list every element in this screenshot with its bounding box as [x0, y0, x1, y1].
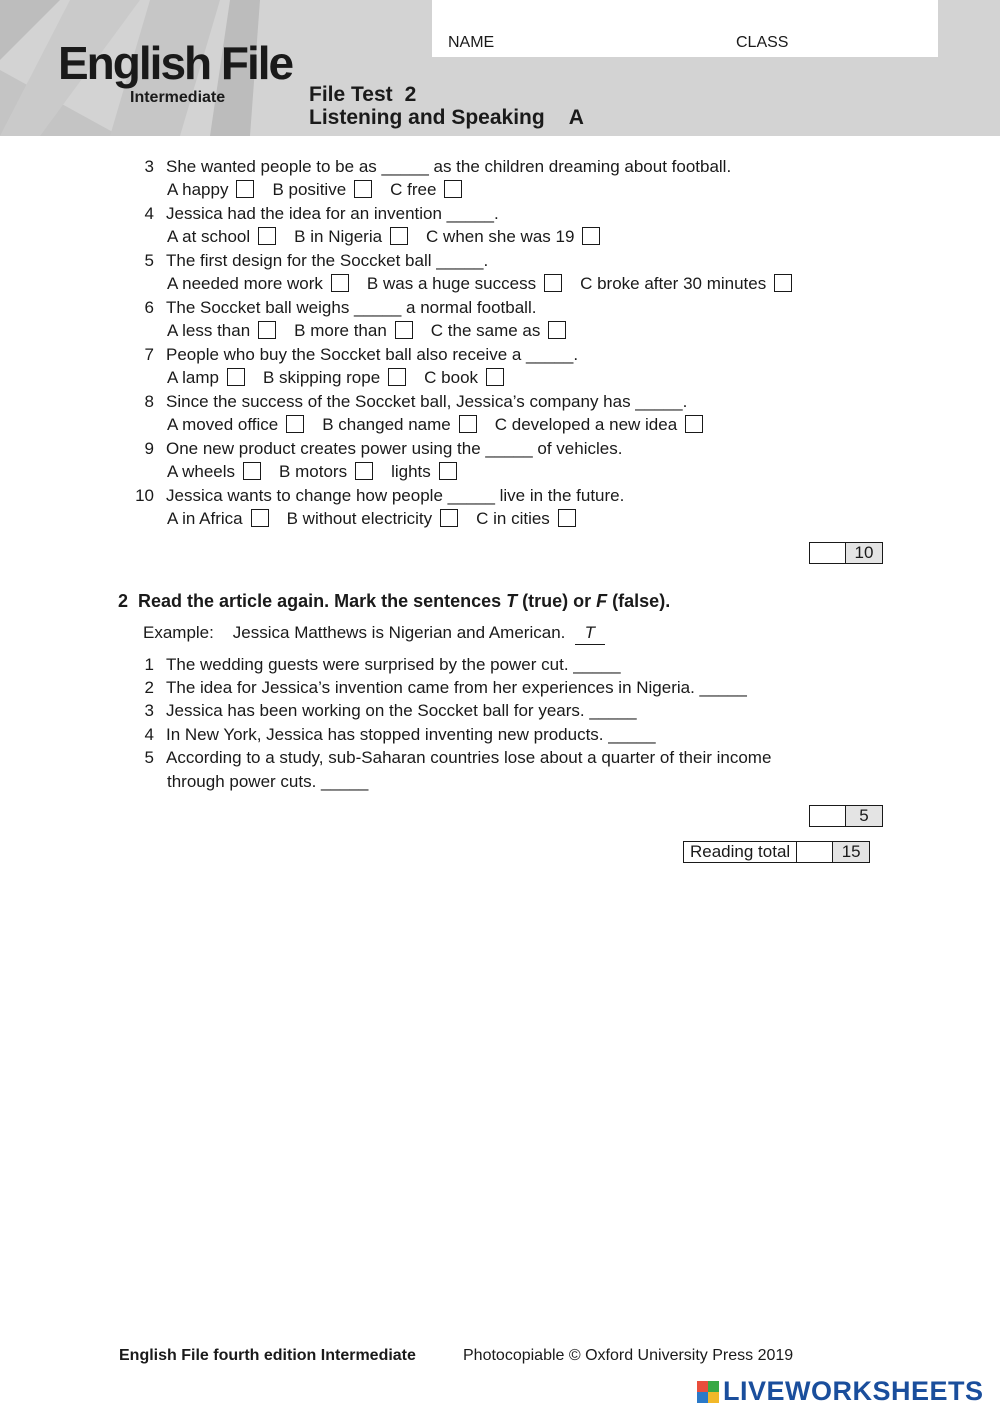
option-label: C when she was 19	[426, 227, 575, 246]
answer-checkbox[interactable]	[544, 274, 562, 292]
option-label: C in cities	[476, 509, 550, 528]
answer-checkbox[interactable]	[236, 180, 254, 198]
example-text: Jessica Matthews is Nigerian and American.	[232, 623, 566, 642]
option-label: C free	[390, 180, 437, 199]
liveworksheets-logo-icon	[697, 1381, 719, 1403]
answer-checkbox[interactable]	[388, 368, 406, 386]
answer-checkbox[interactable]	[459, 415, 477, 433]
answer-checkbox[interactable]	[439, 462, 457, 480]
option-row	[167, 461, 475, 483]
option-label: C book	[424, 368, 479, 387]
question-stem	[132, 297, 536, 319]
reading-total-label: Reading total	[683, 841, 796, 863]
reading-total-input[interactable]	[796, 841, 833, 863]
answer-checkbox[interactable]	[582, 227, 600, 245]
section2-score-input[interactable]	[809, 805, 846, 827]
logo-title: English File	[58, 37, 293, 89]
question-number: 9	[144, 439, 154, 458]
example-answer: T	[575, 622, 605, 645]
example-line	[143, 622, 605, 645]
statement-number: 2	[144, 678, 154, 697]
question-stem	[132, 485, 624, 507]
option-label: A in Africa	[167, 509, 243, 528]
answer-checkbox[interactable]	[486, 368, 504, 386]
test-subtitle	[309, 106, 584, 130]
option-label: C broke after 30 minutes	[580, 274, 767, 293]
question-text: She wanted people to be as _____ as the children dreaming about football.	[166, 157, 732, 176]
option-row	[167, 320, 584, 342]
option-label: B was a huge success	[366, 274, 537, 293]
option-row	[167, 367, 522, 389]
answer-checkbox[interactable]	[243, 462, 261, 480]
answer-checkbox[interactable]	[286, 415, 304, 433]
question-number: 5	[144, 251, 154, 270]
section2-score-max: 5	[846, 805, 883, 827]
section2-heading-text: Read the article again. Mark the sentences	[138, 591, 507, 611]
option-label: B skipping rope	[262, 368, 381, 387]
answer-checkbox[interactable]	[548, 321, 566, 339]
question-text: Jessica had the idea for an invention _____.	[166, 204, 499, 223]
question-number: 10	[135, 486, 154, 505]
footer-edition: English File fourth edition Intermediate	[119, 1347, 416, 1364]
answer-checkbox[interactable]	[390, 227, 408, 245]
question-number: 3	[144, 157, 154, 176]
statement-number: 5	[144, 748, 154, 767]
footer-copyright: Photocopiable © Oxford University Press 2019	[463, 1347, 794, 1364]
option-label: B positive	[272, 180, 347, 199]
option-row	[167, 414, 721, 436]
option-label: A wheels	[167, 462, 236, 481]
option-label: A happy	[167, 180, 229, 199]
question-text: People who buy the Soccket ball also receive a _____.	[166, 345, 579, 364]
question-number: 8	[144, 392, 154, 411]
answer-checkbox[interactable]	[251, 509, 269, 527]
option-label: B without electricity	[286, 509, 433, 528]
option-label: C developed a new idea	[494, 415, 678, 434]
option-row	[167, 179, 480, 201]
option-label: A needed more work	[167, 274, 323, 293]
option-label: B in Nigeria	[294, 227, 383, 246]
option-label: A at school	[167, 227, 251, 246]
test-title-text: File Test	[309, 83, 393, 106]
reading-total-box	[683, 841, 870, 863]
option-row	[167, 273, 810, 295]
section2-heading-post: (false).	[607, 591, 671, 611]
liveworksheets-wordmark: LIVEWORKSHEETS	[723, 1376, 984, 1406]
true-letter: T	[506, 591, 518, 611]
false-letter: F	[596, 591, 608, 611]
answer-checkbox[interactable]	[444, 180, 462, 198]
statement-item	[132, 677, 747, 699]
question-number: 4	[144, 204, 154, 223]
statement-text[interactable]: According to a study, sub-Saharan countries lose about a quarter of their income	[166, 748, 772, 767]
section1-score-max: 10	[846, 542, 883, 564]
liveworksheets-brand	[697, 1376, 984, 1407]
section1-score-input[interactable]	[809, 542, 846, 564]
option-label: B more than	[294, 321, 387, 340]
option-label: A less than	[167, 321, 251, 340]
statement-item	[132, 654, 621, 676]
name-class-box	[432, 0, 938, 57]
test-version: A	[568, 106, 584, 129]
option-label: B changed name	[322, 415, 451, 434]
answer-checkbox[interactable]	[355, 462, 373, 480]
question-text: The first design for the Soccket ball _____.	[166, 251, 489, 270]
option-label: A moved office	[167, 415, 279, 434]
option-label: C the same as	[430, 321, 541, 340]
statement-text[interactable]: The wedding guests were surprised by the power cut. _____	[166, 655, 621, 674]
statement-item	[132, 700, 637, 722]
logo-subtitle: Intermediate	[130, 89, 226, 106]
example-label: Example:	[143, 623, 214, 642]
question-stem	[132, 250, 488, 272]
answer-checkbox[interactable]	[258, 227, 276, 245]
section2-score-box	[809, 805, 883, 827]
answer-checkbox[interactable]	[354, 180, 372, 198]
question-number: 7	[144, 345, 154, 364]
name-label: NAME	[448, 34, 495, 51]
statement-text-continued[interactable]: through power cuts. _____	[167, 772, 369, 791]
statement-text[interactable]: The idea for Jessica’s invention came from her experiences in Nigeria. _____	[166, 678, 747, 697]
question-stem	[132, 203, 499, 225]
question-text: The Soccket ball weighs _____ a normal football.	[166, 298, 537, 317]
option-label: A lamp	[167, 368, 219, 387]
option-row	[167, 226, 618, 248]
answer-checkbox[interactable]	[227, 368, 245, 386]
question-text: One new product creates power using the _____ of vehicles.	[166, 439, 623, 458]
answer-checkbox[interactable]	[331, 274, 349, 292]
class-label: CLASS	[736, 34, 789, 51]
answer-checkbox[interactable]	[558, 509, 576, 527]
question-stem	[132, 344, 578, 366]
statement-text[interactable]: Jessica has been working on the Soccket ball for years. _____	[166, 701, 637, 720]
page-header	[0, 0, 1000, 136]
statement-number: 3	[144, 701, 154, 720]
question-stem	[132, 156, 731, 178]
section1-score-box	[809, 542, 883, 564]
statement-item	[132, 747, 771, 769]
answer-checkbox[interactable]	[395, 321, 413, 339]
question-text: Since the success of the Soccket ball, Jessica’s company has _____.	[166, 392, 688, 411]
option-label: B motors	[279, 462, 348, 481]
question-stem	[132, 391, 687, 413]
test-number: 2	[404, 83, 417, 106]
answer-checkbox[interactable]	[440, 509, 458, 527]
statement-item	[132, 724, 656, 746]
statement-number: 4	[144, 725, 154, 744]
answer-checkbox[interactable]	[258, 321, 276, 339]
section2-heading	[118, 590, 670, 612]
question-number: 6	[144, 298, 154, 317]
question-stem	[132, 438, 622, 460]
section2-number: 2	[118, 591, 129, 611]
test-title	[309, 83, 416, 107]
option-row	[167, 508, 594, 530]
answer-checkbox[interactable]	[685, 415, 703, 433]
answer-checkbox[interactable]	[774, 274, 792, 292]
statement-text[interactable]: In New York, Jessica has stopped inventing new products. _____	[166, 725, 656, 744]
question-text: Jessica wants to change how people _____ live in the future.	[166, 486, 625, 505]
statement-number: 1	[144, 655, 154, 674]
option-label: lights	[391, 462, 431, 481]
reading-total-max: 15	[833, 841, 870, 863]
section2-heading-mid: (true) or	[517, 591, 597, 611]
test-subtitle-text: Listening and Speaking	[309, 106, 545, 129]
